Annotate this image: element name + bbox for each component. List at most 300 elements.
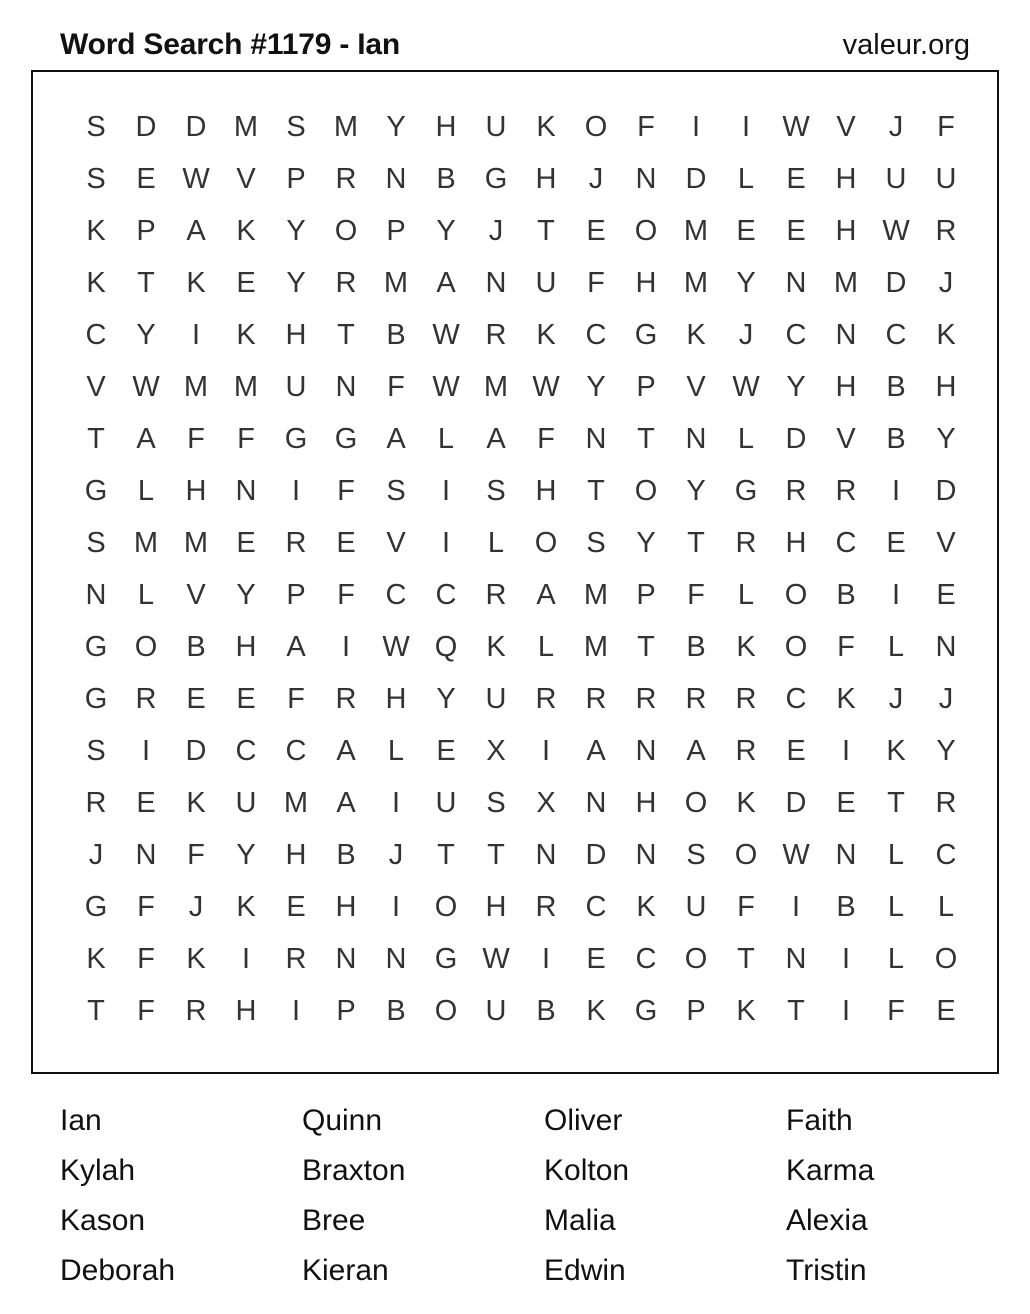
grid-letter[interactable]: B <box>886 370 906 403</box>
grid-letter[interactable]: N <box>835 838 857 871</box>
grid-letter[interactable]: O <box>134 630 158 663</box>
grid-letter[interactable]: E <box>286 890 306 923</box>
grid-letter[interactable]: D <box>185 110 207 143</box>
grid-letter[interactable]: Q <box>434 630 458 663</box>
grid-letter[interactable]: F <box>737 890 755 923</box>
grid-letter[interactable]: W <box>432 370 460 403</box>
grid-letter[interactable]: C <box>635 942 657 975</box>
grid-letter[interactable]: J <box>488 214 504 247</box>
grid-letter[interactable]: F <box>137 942 155 975</box>
grid-letter[interactable]: R <box>735 526 757 559</box>
grid-letter[interactable]: D <box>685 162 707 195</box>
grid-letter[interactable]: R <box>735 734 757 767</box>
grid-letter[interactable]: S <box>86 526 106 559</box>
grid-letter[interactable]: M <box>183 526 209 559</box>
grid-letter[interactable]: Y <box>236 838 256 871</box>
grid-letter[interactable]: K <box>236 214 256 247</box>
grid-letter[interactable]: G <box>84 682 108 715</box>
grid-letter[interactable]: Y <box>286 214 306 247</box>
grid-letter[interactable]: T <box>687 526 705 559</box>
grid-letter[interactable]: H <box>935 370 957 403</box>
grid-letter[interactable]: W <box>732 370 760 403</box>
grid-letter[interactable]: W <box>482 942 510 975</box>
grid-letter[interactable]: T <box>637 630 655 663</box>
grid-letter[interactable]: G <box>84 630 108 663</box>
grid-letter[interactable]: U <box>235 786 257 819</box>
grid-letter[interactable]: H <box>285 318 307 351</box>
grid-letter[interactable]: L <box>737 422 755 455</box>
grid-letter[interactable]: S <box>486 474 506 507</box>
grid-letter[interactable]: L <box>737 578 755 611</box>
grid-letter[interactable]: N <box>135 838 157 871</box>
grid-letter[interactable]: G <box>334 422 358 455</box>
grid-letter[interactable]: B <box>836 578 856 611</box>
grid-letter[interactable]: F <box>187 422 205 455</box>
grid-letter[interactable]: L <box>537 630 555 663</box>
grid-letter[interactable]: B <box>886 422 906 455</box>
grid-letter[interactable]: M <box>483 370 509 403</box>
grid-letter[interactable]: D <box>885 266 907 299</box>
grid-letter[interactable]: M <box>233 110 259 143</box>
grid-letter[interactable]: K <box>836 682 856 715</box>
grid-letter[interactable]: A <box>486 422 506 455</box>
grid-letter[interactable]: F <box>837 630 855 663</box>
grid-letter[interactable]: L <box>937 890 955 923</box>
grid-letter[interactable]: Y <box>936 422 956 455</box>
grid-letter[interactable]: O <box>784 630 808 663</box>
grid-letter[interactable]: R <box>585 682 607 715</box>
grid-letter[interactable]: R <box>485 578 507 611</box>
grid-letter[interactable]: K <box>686 318 706 351</box>
grid-letter[interactable]: C <box>935 838 957 871</box>
grid-letter[interactable]: N <box>585 422 607 455</box>
grid-letter[interactable]: R <box>785 474 807 507</box>
grid-letter[interactable]: R <box>485 318 507 351</box>
grid-letter[interactable]: B <box>186 630 206 663</box>
grid-letter[interactable]: I <box>841 942 851 975</box>
grid-letter[interactable]: T <box>437 838 455 871</box>
grid-letter[interactable]: Y <box>686 474 706 507</box>
grid-letter[interactable]: T <box>487 838 505 871</box>
grid-letter[interactable]: K <box>536 318 556 351</box>
grid-letter[interactable]: Y <box>636 526 656 559</box>
grid-letter[interactable]: J <box>888 110 904 143</box>
grid-letter[interactable]: D <box>935 474 957 507</box>
grid-letter[interactable]: F <box>337 578 355 611</box>
grid-letter[interactable]: J <box>88 838 104 871</box>
grid-letter[interactable]: Y <box>236 578 256 611</box>
grid-letter[interactable]: L <box>137 578 155 611</box>
grid-letter[interactable]: M <box>583 630 609 663</box>
grid-letter[interactable]: U <box>935 162 957 195</box>
grid-letter[interactable]: H <box>335 890 357 923</box>
grid-letter[interactable]: A <box>386 422 406 455</box>
grid-letter[interactable]: O <box>934 942 958 975</box>
grid-letter[interactable]: F <box>937 110 955 143</box>
grid-letter[interactable]: E <box>786 734 806 767</box>
grid-letter[interactable]: N <box>385 942 407 975</box>
grid-letter[interactable]: N <box>835 318 857 351</box>
grid-letter[interactable]: T <box>137 266 155 299</box>
grid-letter[interactable]: U <box>535 266 557 299</box>
grid-letter[interactable]: C <box>285 734 307 767</box>
grid-letter[interactable]: K <box>486 630 506 663</box>
grid-letter[interactable]: O <box>734 838 758 871</box>
grid-letter[interactable]: N <box>785 942 807 975</box>
grid-letter[interactable]: W <box>382 630 410 663</box>
grid-letter[interactable]: R <box>535 682 557 715</box>
grid-letter[interactable]: N <box>385 162 407 195</box>
grid-letter[interactable]: K <box>736 630 756 663</box>
grid-letter[interactable]: H <box>785 526 807 559</box>
grid-letter[interactable]: F <box>137 890 155 923</box>
grid-letter[interactable]: S <box>586 526 606 559</box>
grid-letter[interactable]: N <box>335 370 357 403</box>
grid-letter[interactable]: E <box>236 682 256 715</box>
grid-letter[interactable]: K <box>86 266 106 299</box>
grid-letter[interactable]: T <box>87 422 105 455</box>
grid-letter[interactable]: I <box>391 890 401 923</box>
grid-letter[interactable]: C <box>85 318 107 351</box>
grid-letter[interactable]: E <box>236 526 256 559</box>
grid-letter[interactable]: N <box>235 474 257 507</box>
grid-letter[interactable]: O <box>434 890 458 923</box>
grid-letter[interactable]: Y <box>936 734 956 767</box>
grid-letter[interactable]: E <box>136 162 156 195</box>
grid-letter[interactable]: M <box>683 214 709 247</box>
grid-letter[interactable]: G <box>634 994 658 1027</box>
grid-letter[interactable]: K <box>886 734 906 767</box>
grid-letter[interactable]: C <box>585 318 607 351</box>
grid-letter[interactable]: J <box>738 318 754 351</box>
grid-letter[interactable]: K <box>186 266 206 299</box>
grid-letter[interactable]: N <box>685 422 707 455</box>
grid-letter[interactable]: I <box>441 474 451 507</box>
grid-letter[interactable]: A <box>336 786 356 819</box>
grid-letter[interactable]: I <box>691 110 701 143</box>
grid-letter[interactable]: O <box>634 214 658 247</box>
grid-letter[interactable]: T <box>337 318 355 351</box>
grid-letter[interactable]: I <box>891 578 901 611</box>
grid-letter[interactable]: E <box>836 786 856 819</box>
grid-letter[interactable]: J <box>938 682 954 715</box>
grid-letter[interactable]: F <box>137 994 155 1027</box>
grid-letter[interactable]: H <box>435 110 457 143</box>
grid-letter[interactable]: K <box>586 994 606 1027</box>
grid-letter[interactable]: N <box>485 266 507 299</box>
grid-letter[interactable]: S <box>486 786 506 819</box>
grid-letter[interactable]: G <box>434 942 458 975</box>
grid-letter[interactable]: G <box>734 474 758 507</box>
grid-letter[interactable]: U <box>485 110 507 143</box>
grid-letter[interactable]: U <box>685 890 707 923</box>
grid-letter[interactable]: I <box>841 734 851 767</box>
grid-letter[interactable]: I <box>141 734 151 767</box>
grid-letter[interactable]: A <box>136 422 156 455</box>
grid-letter[interactable]: B <box>336 838 356 871</box>
grid-letter[interactable]: E <box>886 526 906 559</box>
grid-letter[interactable]: K <box>236 890 256 923</box>
grid-letter[interactable]: A <box>436 266 456 299</box>
grid-letter[interactable]: S <box>386 474 406 507</box>
grid-letter[interactable]: A <box>336 734 356 767</box>
grid-letter[interactable]: G <box>84 474 108 507</box>
grid-letter[interactable]: L <box>887 942 905 975</box>
grid-letter[interactable]: W <box>132 370 160 403</box>
grid-letter[interactable]: E <box>786 162 806 195</box>
grid-letter[interactable]: S <box>86 734 106 767</box>
grid-letter[interactable]: M <box>583 578 609 611</box>
grid-letter[interactable]: B <box>386 318 406 351</box>
grid-letter[interactable]: L <box>137 474 155 507</box>
grid-letter[interactable]: E <box>136 786 156 819</box>
grid-letter[interactable]: T <box>87 994 105 1027</box>
grid-letter[interactable]: I <box>891 474 901 507</box>
grid-letter[interactable]: I <box>191 318 201 351</box>
grid-letter[interactable]: E <box>936 994 956 1027</box>
grid-letter[interactable]: V <box>186 578 206 611</box>
grid-letter[interactable]: C <box>785 318 807 351</box>
grid-letter[interactable]: K <box>736 994 756 1027</box>
grid-letter[interactable]: P <box>636 578 656 611</box>
grid-letter[interactable]: U <box>485 994 507 1027</box>
grid-letter[interactable]: N <box>335 942 357 975</box>
grid-letter[interactable]: D <box>785 786 807 819</box>
grid-letter[interactable]: Y <box>736 266 756 299</box>
grid-letter[interactable]: R <box>185 994 207 1027</box>
grid-letter[interactable]: K <box>536 110 556 143</box>
grid-letter[interactable]: V <box>836 110 856 143</box>
grid-letter[interactable]: H <box>635 266 657 299</box>
grid-letter[interactable]: I <box>741 110 751 143</box>
grid-letter[interactable]: R <box>335 162 357 195</box>
grid-letter[interactable]: R <box>85 786 107 819</box>
grid-letter[interactable]: G <box>634 318 658 351</box>
grid-letter[interactable]: G <box>284 422 308 455</box>
grid-letter[interactable]: E <box>586 942 606 975</box>
grid-letter[interactable]: Y <box>136 318 156 351</box>
grid-letter[interactable]: N <box>635 162 657 195</box>
grid-letter[interactable]: I <box>841 994 851 1027</box>
grid-letter[interactable]: C <box>385 578 407 611</box>
grid-letter[interactable]: O <box>534 526 558 559</box>
grid-letter[interactable]: R <box>285 526 307 559</box>
grid-letter[interactable]: K <box>736 786 756 819</box>
grid-letter[interactable]: I <box>391 786 401 819</box>
grid-letter[interactable]: F <box>337 474 355 507</box>
grid-letter[interactable]: C <box>585 890 607 923</box>
grid-letter[interactable]: J <box>188 890 204 923</box>
grid-letter[interactable]: Y <box>286 266 306 299</box>
grid-letter[interactable]: A <box>186 214 206 247</box>
grid-letter[interactable]: E <box>236 266 256 299</box>
grid-letter[interactable]: G <box>484 162 508 195</box>
grid-letter[interactable]: K <box>936 318 956 351</box>
grid-letter[interactable]: L <box>887 838 905 871</box>
grid-letter[interactable]: V <box>686 370 706 403</box>
grid-letter[interactable]: R <box>685 682 707 715</box>
grid-letter[interactable]: N <box>785 266 807 299</box>
grid-letter[interactable]: B <box>686 630 706 663</box>
grid-letter[interactable]: R <box>635 682 657 715</box>
grid-letter[interactable]: U <box>435 786 457 819</box>
grid-letter[interactable]: F <box>687 578 705 611</box>
grid-letter[interactable]: V <box>836 422 856 455</box>
grid-letter[interactable]: T <box>737 942 755 975</box>
grid-letter[interactable]: T <box>637 422 655 455</box>
grid-letter[interactable]: Y <box>436 682 456 715</box>
grid-letter[interactable]: C <box>435 578 457 611</box>
grid-letter[interactable]: O <box>634 474 658 507</box>
grid-letter[interactable]: P <box>686 994 706 1027</box>
grid-letter[interactable]: L <box>387 734 405 767</box>
grid-letter[interactable]: H <box>835 370 857 403</box>
grid-letter[interactable]: H <box>635 786 657 819</box>
grid-letter[interactable]: P <box>136 214 156 247</box>
grid-letter[interactable]: Y <box>386 110 406 143</box>
grid-letter[interactable]: M <box>283 786 309 819</box>
grid-letter[interactable]: R <box>335 682 357 715</box>
grid-letter[interactable]: I <box>291 994 301 1027</box>
grid-letter[interactable]: I <box>541 942 551 975</box>
grid-letter[interactable]: O <box>684 942 708 975</box>
grid-letter[interactable]: E <box>936 578 956 611</box>
grid-letter[interactable]: P <box>286 162 306 195</box>
grid-letter[interactable]: O <box>434 994 458 1027</box>
grid-letter[interactable]: O <box>684 786 708 819</box>
grid-letter[interactable]: R <box>935 786 957 819</box>
grid-letter[interactable]: H <box>535 162 557 195</box>
grid-letter[interactable]: P <box>336 994 356 1027</box>
grid-letter[interactable]: W <box>432 318 460 351</box>
grid-letter[interactable]: E <box>586 214 606 247</box>
grid-letter[interactable]: W <box>532 370 560 403</box>
grid-letter[interactable]: T <box>537 214 555 247</box>
grid-letter[interactable]: N <box>585 786 607 819</box>
grid-letter[interactable]: A <box>536 578 556 611</box>
grid-letter[interactable]: S <box>286 110 306 143</box>
grid-letter[interactable]: L <box>887 890 905 923</box>
grid-letter[interactable]: D <box>585 838 607 871</box>
grid-letter[interactable]: B <box>536 994 556 1027</box>
grid-letter[interactable]: M <box>833 266 859 299</box>
grid-letter[interactable]: H <box>535 474 557 507</box>
grid-letter[interactable]: M <box>233 370 259 403</box>
grid-letter[interactable]: D <box>135 110 157 143</box>
grid-letter[interactable]: I <box>241 942 251 975</box>
grid-letter[interactable]: K <box>236 318 256 351</box>
grid-letter[interactable]: D <box>185 734 207 767</box>
grid-letter[interactable]: X <box>536 786 556 819</box>
grid-letter[interactable]: M <box>133 526 159 559</box>
grid-letter[interactable]: C <box>785 682 807 715</box>
grid-letter[interactable]: S <box>686 838 706 871</box>
grid-letter[interactable]: U <box>285 370 307 403</box>
grid-letter[interactable]: B <box>386 994 406 1027</box>
grid-letter[interactable]: I <box>541 734 551 767</box>
grid-letter[interactable]: H <box>835 162 857 195</box>
grid-letter[interactable]: H <box>485 890 507 923</box>
grid-letter[interactable]: H <box>385 682 407 715</box>
grid-letter[interactable]: H <box>285 838 307 871</box>
grid-letter[interactable]: M <box>183 370 209 403</box>
grid-letter[interactable]: K <box>86 214 106 247</box>
grid-letter[interactable]: L <box>437 422 455 455</box>
grid-letter[interactable]: H <box>235 630 257 663</box>
grid-letter[interactable]: M <box>383 266 409 299</box>
grid-letter[interactable]: I <box>441 526 451 559</box>
grid-letter[interactable]: B <box>436 162 456 195</box>
grid-letter[interactable]: R <box>535 890 557 923</box>
grid-letter[interactable]: I <box>291 474 301 507</box>
grid-letter[interactable]: K <box>186 786 206 819</box>
grid-letter[interactable]: G <box>84 890 108 923</box>
grid-letter[interactable]: P <box>636 370 656 403</box>
grid-letter[interactable]: D <box>785 422 807 455</box>
grid-letter[interactable]: W <box>782 838 810 871</box>
grid-letter[interactable]: F <box>637 110 655 143</box>
grid-letter[interactable]: F <box>887 994 905 1027</box>
grid-letter[interactable]: C <box>235 734 257 767</box>
grid-letter[interactable]: O <box>334 214 358 247</box>
grid-letter[interactable]: E <box>336 526 356 559</box>
grid-letter[interactable]: E <box>436 734 456 767</box>
grid-letter[interactable]: U <box>485 682 507 715</box>
grid-letter[interactable]: F <box>387 370 405 403</box>
grid-letter[interactable]: J <box>938 266 954 299</box>
grid-letter[interactable]: U <box>885 162 907 195</box>
grid-letter[interactable]: R <box>935 214 957 247</box>
grid-letter[interactable]: F <box>237 422 255 455</box>
grid-letter[interactable]: Y <box>436 214 456 247</box>
grid-letter[interactable]: N <box>935 630 957 663</box>
grid-letter[interactable]: V <box>386 526 406 559</box>
grid-letter[interactable]: I <box>791 890 801 923</box>
grid-letter[interactable]: J <box>888 682 904 715</box>
grid-letter[interactable]: V <box>86 370 106 403</box>
grid-letter[interactable]: F <box>187 838 205 871</box>
grid-letter[interactable]: V <box>936 526 956 559</box>
grid-letter[interactable]: M <box>333 110 359 143</box>
grid-letter[interactable]: A <box>686 734 706 767</box>
grid-letter[interactable]: A <box>586 734 606 767</box>
grid-letter[interactable]: R <box>735 682 757 715</box>
grid-letter[interactable]: J <box>588 162 604 195</box>
grid-letter[interactable]: K <box>186 942 206 975</box>
grid-letter[interactable]: H <box>235 994 257 1027</box>
grid-letter[interactable]: W <box>782 110 810 143</box>
grid-letter[interactable]: C <box>885 318 907 351</box>
grid-letter[interactable]: R <box>285 942 307 975</box>
grid-letter[interactable]: P <box>386 214 406 247</box>
grid-letter[interactable]: K <box>636 890 656 923</box>
grid-letter[interactable]: R <box>835 474 857 507</box>
grid-letter[interactable]: H <box>835 214 857 247</box>
grid-letter[interactable]: E <box>786 214 806 247</box>
grid-letter[interactable]: M <box>683 266 709 299</box>
grid-letter[interactable]: Y <box>586 370 606 403</box>
grid-letter[interactable]: W <box>182 162 210 195</box>
grid-letter[interactable]: X <box>486 734 506 767</box>
grid-letter[interactable]: H <box>185 474 207 507</box>
grid-letter[interactable]: C <box>835 526 857 559</box>
grid-letter[interactable]: O <box>784 578 808 611</box>
grid-letter[interactable]: I <box>341 630 351 663</box>
grid-letter[interactable]: L <box>887 630 905 663</box>
grid-letter[interactable]: Y <box>786 370 806 403</box>
grid-letter[interactable]: F <box>287 682 305 715</box>
grid-letter[interactable]: T <box>787 994 805 1027</box>
